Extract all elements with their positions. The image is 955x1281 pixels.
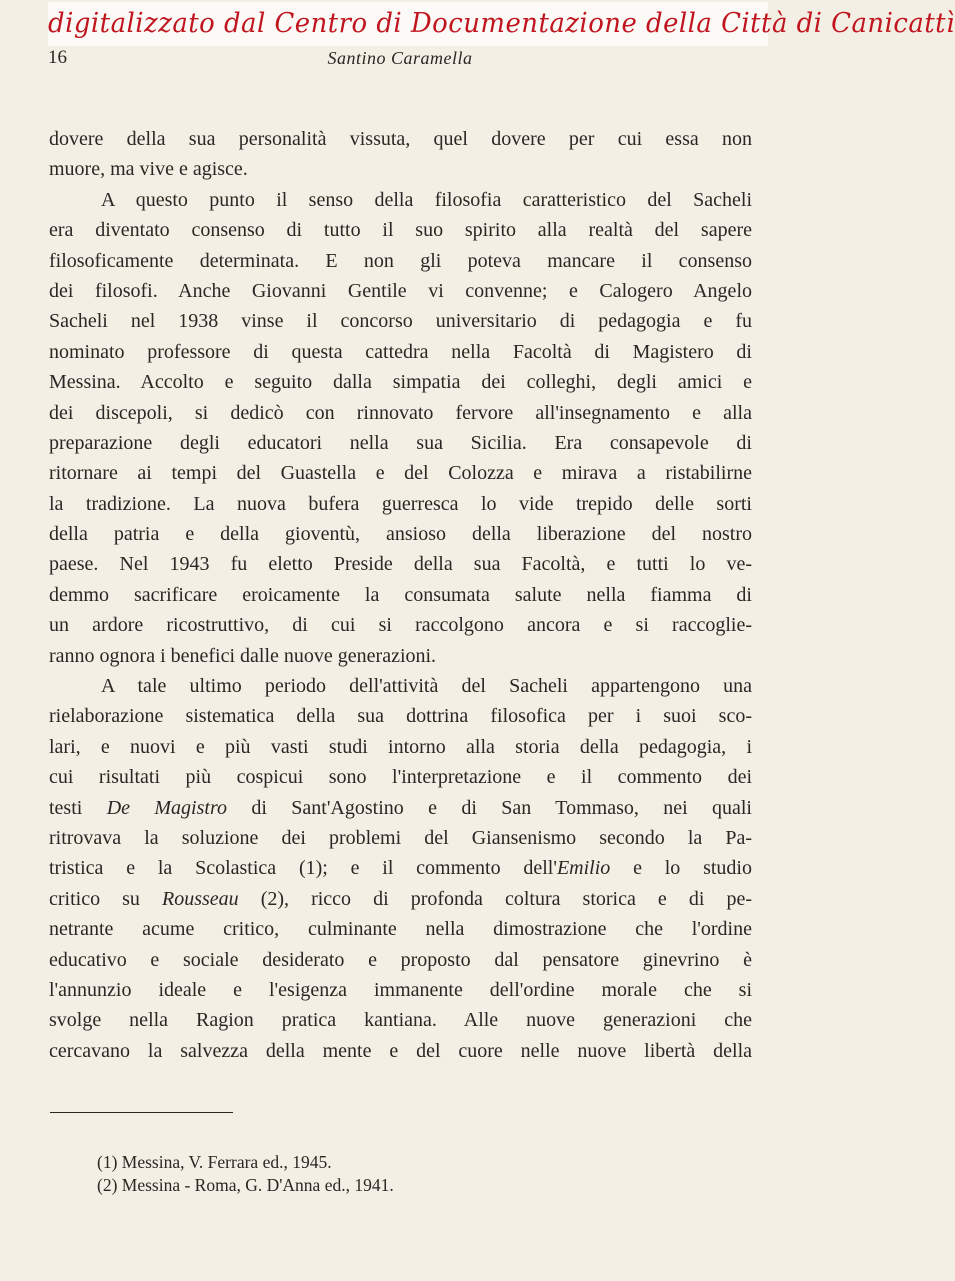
watermark-text: digitalizzato dal Centro di Documentazione della Città di Canicattì [48,8,955,39]
text-line: testi De Magistro di Sant'Agostino e di San Tommaso, nei quali [49,796,752,819]
text-line: netrante acume critico, culminante nella dimostrazione che l'ordine [49,918,752,941]
text-line: dovere della sua personalità vissuta, quel dovere per cui essa non [49,128,752,150]
text-line: l'annunzio ideale e l'esigenza immanente dell'ordine morale che si [49,978,752,1001]
footnote-rule [50,1112,233,1113]
text-line: paese. Nel 1943 fu eletto Preside della sua Facoltà, e tutti lo ve- [49,553,752,576]
text-line: la tradizione. La nuova bufera guerresca lo vide trepido delle sorti [49,492,752,515]
text-line: ritornare ai tempi del Guastella e del Colozza e mirava a ristabilirne [49,462,752,485]
running-head: Santino Caramella [327,48,473,68]
text-line: dei discepoli, si dedicò con rinnovato fervore all'insegnamento e alla [49,401,752,424]
text-line: ranno ognora i benefici dalle nuove generazioni. [49,644,437,667]
text-line: lari, e nuovi e più vasti studi intorno alla storia della pedagogia, i [49,735,752,758]
text-line: era diventato consenso di tutto il suo spirito alla realtà del sapere [49,219,752,242]
text-line: muore, ma vive e agisce. [49,158,248,181]
text-line: Messina. Accolto e seguito dalla simpatia dei colleghi, degli amici e [49,371,752,394]
footnote: (2) Messina - Roma, G. D'Anna ed., 1941. [97,1175,394,1195]
digitization-watermark [48,2,955,46]
text-line: rielaborazione sistematica della sua dottrina filosofica per i suoi sco- [49,705,752,728]
body-text [49,124,752,1066]
footnote: (1) Messina, V. Ferrara ed., 1945. [97,1152,332,1172]
text-line: Sacheli nel 1938 vinse il concorso universitario di pedagogia e fu [49,310,752,333]
text-line: svolge nella Ragion pratica kantiana. Alle nuove generazioni che [49,1009,752,1032]
text-line: un ardore ricostruttivo, di cui si raccolgono ancora e si raccoglie- [49,614,752,637]
italic-title: Rousseau [161,887,239,910]
text-line: critico su Rousseau (2), ricco di profonda coltura storica e di pe- [49,887,752,910]
italic-title: Emilio [556,857,611,880]
text-line: dei filosofi. Anche Giovanni Gentile vi convenne; e Calogero Angelo [49,279,752,302]
footnotes [97,1151,394,1197]
text-line: tristica e la Scolastica (1); e il commento dell'Emilio e lo studio [49,857,752,880]
italic-title: De Magistro [106,796,227,819]
text-line: filosoficamente determinata. E non gli poteva mancare il consenso [49,249,752,272]
text-line: nominato professore di questa cattedra nella Facoltà di Magistero di [49,340,752,363]
text-line: demmo sacrificare eroicamente la consumata salute nella fiamma di [49,583,752,606]
text-line: cercavano la salvezza della mente e del cuore nelle nuove libertà della [49,1039,752,1062]
text-line: della patria e della gioventù, ansioso della liberazione del nostro [49,523,752,546]
text-line: cui risultati più cospicui sono l'interpretazione e il commento dei [49,766,752,789]
text-line: preparazione degli educatori nella sua Sicilia. Era consapevole di [49,431,752,454]
page-number: 16 [48,47,67,68]
text-line: A questo punto il senso della filosofia caratteristico del Sacheli [101,188,752,211]
text-line: ritrovava la soluzione dei problemi del Giansenismo secondo la Pa- [49,826,752,849]
text-line: educativo e sociale desiderato e proposto dal pensatore ginevrino è [49,948,752,971]
text-line: A tale ultimo periodo dell'attività del Sacheli appartengono una [101,675,752,698]
